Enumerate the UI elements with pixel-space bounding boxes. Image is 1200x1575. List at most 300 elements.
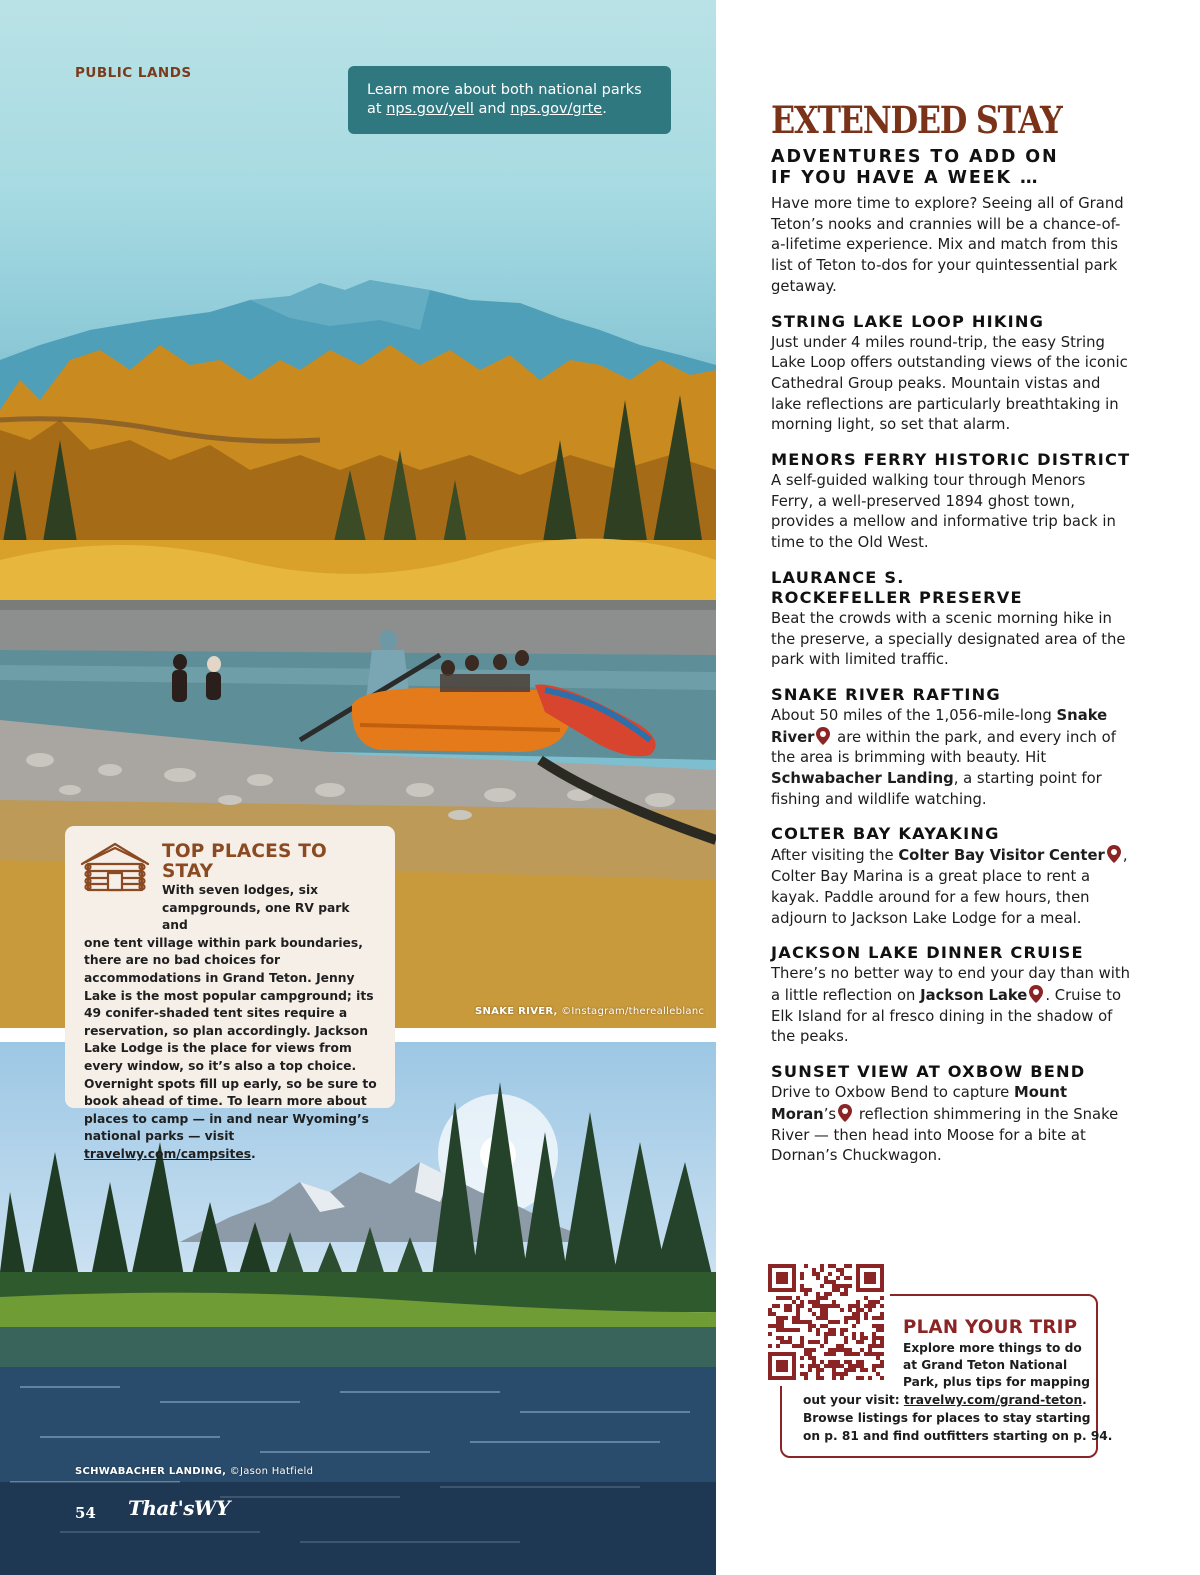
qr-module [776, 1360, 788, 1372]
extended-stay-article [771, 100, 1131, 1167]
qr-module [820, 1268, 824, 1272]
qr-module [840, 1292, 844, 1296]
qr-module [804, 1348, 808, 1352]
nps-prefix: at [367, 101, 387, 117]
qr-module [848, 1364, 852, 1368]
qr-module [784, 1340, 788, 1344]
qr-module [844, 1292, 848, 1296]
qr-module [868, 1348, 872, 1352]
oxbow-t1: Drive to Oxbow Bend to capture [771, 1084, 1014, 1102]
qr-module [816, 1300, 820, 1304]
qr-module [808, 1288, 812, 1292]
qr-module [836, 1288, 840, 1292]
qr-module [848, 1276, 852, 1280]
qr-module [832, 1320, 836, 1324]
qr-module [840, 1308, 844, 1312]
qr-module [844, 1348, 848, 1352]
qr-module [796, 1308, 800, 1312]
qr-module [876, 1372, 880, 1376]
top-caption-place: SNAKE RIVER, [475, 1006, 558, 1017]
qr-module [832, 1360, 836, 1364]
qr-module [812, 1304, 816, 1308]
rafting-t2: are within the park, and every inch of the area is brimming with beauty. Hit [771, 728, 1116, 767]
kayak-t2: , Colter Bay Marina is a great place to rent a kayak. Paddle around for a few hours, then adjourn to Jackson Lake Lodge for a meal. [771, 847, 1128, 927]
qr-module [768, 1344, 772, 1348]
qr-module [868, 1304, 872, 1308]
qr-module [844, 1360, 848, 1364]
qr-module [864, 1352, 868, 1356]
qr-module [844, 1368, 848, 1372]
qr-module [776, 1320, 780, 1324]
string-lake-heading: STRING LAKE LOOP HIKING [771, 311, 1045, 331]
plan-line2: at Grand Teton National [903, 1358, 1068, 1372]
qr-module [812, 1348, 816, 1352]
qr-module [776, 1344, 780, 1348]
plan-line4-prefix: out your visit: [803, 1393, 904, 1407]
qr-module [880, 1328, 884, 1332]
qr-module [872, 1364, 876, 1368]
rockefeller-heading-l2: ROCKEFELLER PRESERVE [771, 587, 1023, 607]
qr-module [776, 1296, 780, 1300]
qr-module [812, 1356, 816, 1360]
qr-module [872, 1332, 876, 1336]
qr-module [780, 1296, 784, 1300]
qr-module [812, 1272, 816, 1276]
qr-module [868, 1376, 872, 1380]
kayak-heading: COLTER BAY KAYAKING [771, 824, 1000, 844]
qr-module [832, 1348, 836, 1352]
qr-module [856, 1320, 860, 1324]
qr-module [808, 1352, 812, 1356]
qr-module [800, 1272, 804, 1276]
qr-module [836, 1364, 840, 1368]
qr-module [824, 1332, 828, 1336]
qr-module [792, 1344, 796, 1348]
qr-module [824, 1336, 828, 1340]
qr-module [856, 1352, 860, 1356]
qr-module [844, 1264, 848, 1268]
qr-module [788, 1328, 792, 1332]
qr-module [832, 1284, 836, 1288]
qr-module [880, 1340, 884, 1344]
qr-module [860, 1368, 864, 1372]
qr-module [836, 1276, 840, 1280]
qr-module [768, 1332, 772, 1336]
qr-module [768, 1324, 772, 1328]
qr-module [864, 1312, 868, 1316]
qr-module [876, 1300, 880, 1304]
qr-module [880, 1312, 884, 1316]
qr-module [768, 1308, 772, 1312]
plan-line5: Browse listings for places to stay starting [803, 1411, 1091, 1425]
qr-module [868, 1344, 872, 1348]
qr-module [848, 1316, 852, 1320]
qr-module [828, 1352, 832, 1356]
qr-module [804, 1320, 808, 1324]
qr-module [840, 1344, 844, 1348]
qr-module [784, 1296, 788, 1300]
qr-module [844, 1284, 848, 1288]
qr-module [824, 1364, 828, 1368]
qr-module [828, 1292, 832, 1296]
qr-module [824, 1296, 828, 1300]
qr-module [872, 1300, 876, 1304]
brand-logo: That'sWY [128, 1496, 230, 1520]
qr-module [808, 1300, 812, 1304]
qr-module [792, 1328, 796, 1332]
qr-module [808, 1308, 812, 1312]
nps-grte-link[interactable]: nps.gov/grte [510, 101, 603, 117]
qr-module [800, 1364, 804, 1368]
rafting-b1a: Snake [1056, 706, 1108, 724]
qr-module [860, 1348, 864, 1352]
qr-module [804, 1288, 808, 1292]
qr-module [824, 1312, 828, 1316]
page-number: 54 [75, 1504, 96, 1522]
article-title: EXTENDED STAY [771, 98, 1062, 142]
kayak-b1b: Center [1048, 847, 1105, 865]
qr-module [864, 1336, 868, 1340]
rockefeller-heading [771, 568, 1131, 608]
rafting-b2: Schwabacher Landing [771, 770, 954, 788]
qr-module [796, 1344, 800, 1348]
plan-line4 [803, 1392, 1087, 1410]
qr-module [812, 1340, 816, 1344]
qr-module [876, 1344, 880, 1348]
rafting-b1b: River [771, 728, 815, 746]
map-pin-icon[interactable] [1107, 845, 1121, 863]
qr-module [784, 1328, 788, 1332]
oxbow-b1b: Moran [771, 1105, 824, 1123]
qr-module [816, 1272, 820, 1276]
qr-module [880, 1336, 884, 1340]
qr-module [836, 1344, 840, 1348]
qr-module [808, 1328, 812, 1332]
qr-module [828, 1328, 832, 1332]
qr-module [776, 1272, 788, 1284]
qr-module [844, 1320, 848, 1324]
plan-title: PLAN YOUR TRIP [903, 1317, 1078, 1338]
map-pin-icon[interactable] [838, 1104, 852, 1122]
qr-module [812, 1312, 816, 1316]
qr-module [824, 1352, 828, 1356]
rafting-t3: , a starting point for fishing and wildlife watching. [771, 770, 1102, 808]
qr-module [788, 1304, 792, 1308]
qr-module [840, 1364, 844, 1368]
qr-module [824, 1276, 828, 1280]
oxbow-text [771, 1083, 1131, 1167]
qr-module [880, 1376, 884, 1380]
plan-line1: Explore more things to do [903, 1341, 1082, 1355]
qr-module [836, 1348, 840, 1352]
qr-module [836, 1284, 840, 1288]
qr-module [796, 1304, 800, 1308]
qr-module [820, 1360, 824, 1364]
qr-module [828, 1304, 832, 1308]
qr-module [796, 1316, 800, 1320]
qr-module [844, 1352, 848, 1356]
qr-module [832, 1352, 836, 1356]
qr-module [852, 1304, 856, 1308]
qr-module [828, 1360, 832, 1364]
qr-module [800, 1304, 804, 1308]
qr-module [816, 1340, 820, 1344]
qr-module [776, 1324, 780, 1328]
qr-module [832, 1264, 836, 1268]
qr-module [820, 1296, 824, 1300]
qr-module [848, 1308, 852, 1312]
qr-module [840, 1284, 844, 1288]
qr-module [848, 1352, 852, 1356]
qr-code[interactable] [768, 1264, 884, 1380]
kayak-text [771, 845, 1131, 929]
qr-module [800, 1356, 804, 1360]
qr-module [880, 1352, 884, 1356]
nps-mid: and [473, 101, 511, 117]
qr-module [804, 1352, 808, 1356]
qr-module [840, 1328, 844, 1332]
qr-module [824, 1316, 828, 1320]
qr-module [852, 1324, 856, 1328]
qr-module [832, 1364, 836, 1368]
qr-module [812, 1360, 816, 1364]
qr-module [812, 1268, 816, 1272]
qr-module [844, 1288, 848, 1292]
qr-module [808, 1340, 812, 1344]
campsites-link[interactable]: travelwy.com/campsites [84, 1146, 252, 1161]
grand-teton-link[interactable]: travelwy.com/grand-teton [903, 1393, 1083, 1407]
kayak-t1: After visiting the [771, 847, 899, 865]
qr-module [780, 1324, 784, 1328]
qr-module [800, 1320, 804, 1324]
map-pin-icon[interactable] [816, 727, 830, 745]
qr-module [876, 1324, 880, 1328]
qr-module [880, 1364, 884, 1368]
qr-module [804, 1376, 808, 1380]
stay-box-title: TOP PLACES TO STAY [162, 841, 327, 882]
qr-module [828, 1280, 832, 1284]
qr-module [856, 1308, 860, 1312]
nps-info-box [348, 66, 671, 134]
qr-module [784, 1308, 788, 1312]
qr-module [844, 1372, 848, 1376]
qr-module [836, 1372, 840, 1376]
qr-module [848, 1304, 852, 1308]
qr-module [860, 1340, 864, 1344]
qr-module [808, 1368, 812, 1372]
plan-line6: on p. 81 and find outfitters starting on p. 94. [803, 1429, 1113, 1443]
cruise-text [771, 964, 1131, 1048]
qr-module [780, 1328, 784, 1332]
qr-module [844, 1328, 848, 1332]
qr-module [840, 1272, 844, 1276]
qr-module [840, 1372, 844, 1376]
bottom-photo-caption [75, 1466, 313, 1477]
qr-module [816, 1292, 820, 1296]
qr-module [780, 1316, 784, 1320]
qr-module [788, 1296, 792, 1300]
qr-module [880, 1324, 884, 1328]
rockefeller-heading-l1: LAURANCE S. [771, 567, 905, 587]
stay-box-body: one tent village within park boundaries, there are no bad choices for accommodations in Grand Teton. Jenny Lake is the most popular campground; its 49 conifer-shaded tent sites require a reservation, so plan accordingly. Jackson Lake Lodge is the place for views from every window, so it’s also a top choice. Overnight spots fill up early, so be sure to book ahead of time. To learn more about places to camp — in and near Wyoming’s national parks — visit [84, 935, 377, 1144]
qr-code-container[interactable] [762, 1258, 890, 1386]
qr-module [864, 1368, 868, 1372]
qr-module [788, 1308, 792, 1312]
qr-module [808, 1356, 812, 1360]
qr-module [824, 1280, 828, 1284]
qr-module [872, 1304, 876, 1308]
qr-module [880, 1304, 884, 1308]
qr-module [864, 1316, 868, 1320]
qr-module [824, 1304, 828, 1308]
qr-module [776, 1328, 780, 1332]
qr-module [848, 1360, 852, 1364]
stay-box-line2: campgrounds, one RV park and [162, 900, 350, 933]
qr-module [800, 1276, 804, 1280]
qr-module [812, 1300, 816, 1304]
qr-module [856, 1340, 860, 1344]
menors-ferry-text: A self-guided walking tour through Menors Ferry, a well-preserved 1894 ghost town, provides a mellow and informative trip back in time to the Old West. [771, 472, 1116, 552]
qr-module [820, 1344, 824, 1348]
menors-ferry-heading: MENORS FERRY HISTORIC DISTRICT [771, 450, 1131, 470]
qr-module [856, 1312, 860, 1316]
qr-module [836, 1304, 840, 1308]
qr-module [816, 1328, 820, 1332]
rafting-text [771, 706, 1131, 811]
qr-module [864, 1272, 876, 1284]
qr-module [852, 1312, 856, 1316]
qr-module [852, 1336, 856, 1340]
qr-module [824, 1292, 828, 1296]
nps-line1: Learn more about both national parks [367, 82, 642, 98]
qr-module [856, 1304, 860, 1308]
qr-module [832, 1288, 836, 1292]
qr-module [872, 1336, 876, 1340]
qr-module [880, 1296, 884, 1300]
qr-module [860, 1364, 864, 1368]
qr-module [872, 1368, 876, 1372]
cruise-b1a: Jackson [920, 986, 984, 1004]
qr-module [804, 1292, 808, 1296]
qr-module [832, 1368, 836, 1372]
qr-module [868, 1308, 872, 1312]
cruise-b1b: Lake [988, 986, 1028, 1004]
qr-module [856, 1360, 860, 1364]
qr-module [776, 1336, 780, 1340]
qr-module [824, 1324, 828, 1328]
qr-module [776, 1304, 780, 1308]
qr-module [856, 1376, 860, 1380]
qr-module [876, 1352, 880, 1356]
qr-module [820, 1312, 824, 1316]
qr-module [820, 1304, 824, 1308]
qr-module [780, 1320, 784, 1324]
qr-module [792, 1316, 796, 1320]
qr-module [816, 1364, 820, 1368]
nps-suffix: . [602, 101, 607, 117]
qr-module [820, 1324, 824, 1328]
qr-module [844, 1316, 848, 1320]
qr-module [844, 1336, 848, 1340]
qr-module [868, 1352, 872, 1356]
qr-module [876, 1336, 880, 1340]
qr-module [852, 1332, 856, 1336]
qr-module [832, 1280, 836, 1284]
qr-module [832, 1376, 836, 1380]
stay-box-line1: With seven lodges, six [162, 883, 319, 897]
plan-line4-suffix: . [1082, 1393, 1087, 1407]
oxbow-b1a: Mount [1014, 1084, 1068, 1102]
kayak-b1a: Colter Bay Visitor [898, 847, 1045, 865]
qr-module [800, 1300, 804, 1304]
bottom-caption-place: SCHWABACHER LANDING, [75, 1466, 227, 1477]
qr-module [856, 1300, 860, 1304]
qr-module [816, 1372, 820, 1376]
log-cabin-icon [80, 840, 150, 892]
qr-module [840, 1376, 844, 1380]
qr-module [828, 1264, 832, 1268]
qr-module [772, 1304, 776, 1308]
qr-module [872, 1324, 876, 1328]
qr-module [816, 1296, 820, 1300]
qr-module [808, 1348, 812, 1352]
qr-module [804, 1264, 808, 1268]
map-pin-icon[interactable] [1029, 985, 1043, 1003]
qr-module [816, 1276, 820, 1280]
qr-module [828, 1332, 832, 1336]
qr-module [844, 1340, 848, 1344]
qr-module [848, 1368, 852, 1372]
qr-module [836, 1320, 840, 1324]
article-subtitle [771, 147, 1131, 189]
rafting-t1: About 50 miles of the 1,056-mile-long [771, 706, 1057, 724]
qr-module [840, 1332, 844, 1336]
qr-module [800, 1284, 804, 1288]
qr-module [828, 1364, 832, 1368]
qr-module [832, 1300, 836, 1304]
qr-module [860, 1376, 864, 1380]
qr-module [860, 1360, 864, 1364]
qr-module [828, 1320, 832, 1324]
qr-module [836, 1268, 840, 1272]
qr-module [848, 1348, 852, 1352]
oxbow-t2: ’s [823, 1105, 837, 1123]
qr-module [852, 1352, 856, 1356]
nps-yell-link[interactable]: nps.gov/yell [386, 101, 474, 117]
qr-module [792, 1320, 796, 1324]
qr-module [820, 1264, 824, 1268]
qr-module [800, 1288, 804, 1292]
top-places-to-stay-box [65, 826, 395, 1161]
qr-module [872, 1352, 876, 1356]
qr-module [784, 1304, 788, 1308]
qr-module [820, 1316, 824, 1320]
qr-module [796, 1320, 800, 1324]
qr-module [876, 1364, 880, 1368]
qr-module [832, 1304, 836, 1308]
qr-module [856, 1364, 860, 1368]
qr-module [860, 1336, 864, 1340]
qr-module [772, 1312, 776, 1316]
qr-module [816, 1332, 820, 1336]
qr-module [796, 1296, 800, 1300]
qr-module [780, 1336, 784, 1340]
qr-module [828, 1272, 832, 1276]
qr-module [820, 1368, 824, 1372]
qr-module [860, 1308, 864, 1312]
qr-module [792, 1300, 796, 1304]
qr-module [776, 1316, 780, 1320]
